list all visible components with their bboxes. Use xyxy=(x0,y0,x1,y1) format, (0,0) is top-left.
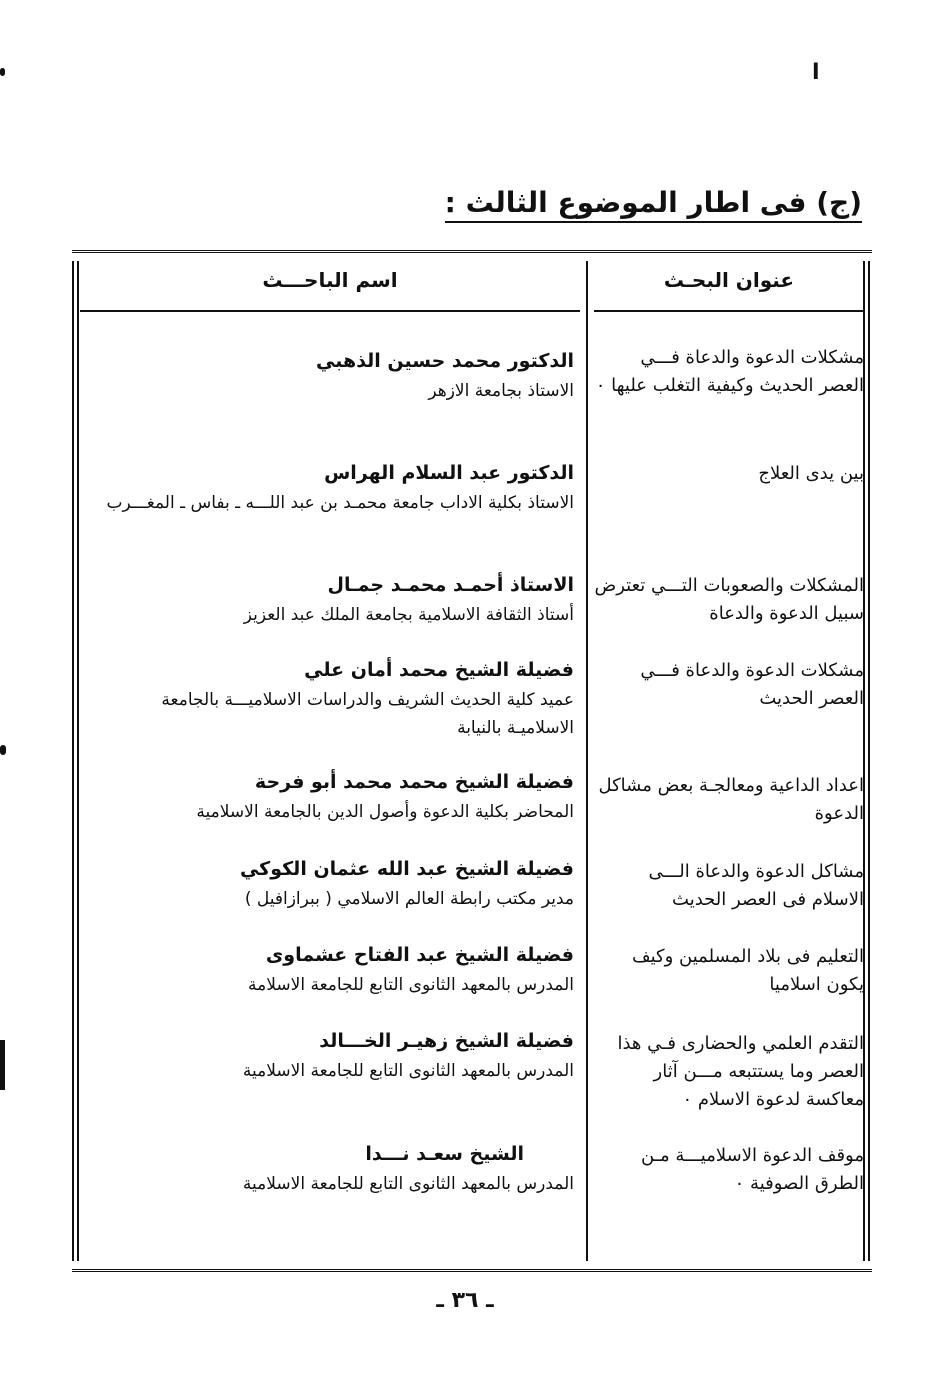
header-researcher: اسم الباحـــث xyxy=(262,268,398,292)
topic-cell: المشكلات والصعوبات التـــي تعترض سبيل الدعوة والدعاة xyxy=(594,575,864,624)
topic-cell: مشاكل الدعوة والدعاة الـــى الاسلام فى العصر الحديث xyxy=(648,861,864,910)
researcher-name: الدكتور عبد السلام الهراس xyxy=(324,462,574,484)
researcher-cell xyxy=(94,345,574,405)
researcher-position: المدرس بالمعهد الثانوى التابع للجامعة الاسلامية xyxy=(242,1174,574,1194)
corner-mark: ا xyxy=(812,60,820,85)
header-rule-researcher xyxy=(80,310,580,312)
researcher-cell xyxy=(94,939,574,999)
researcher-position: أستاذ الثقافة الاسلامية بجامعة الملك عبد العزيز xyxy=(243,605,574,625)
table-left-border xyxy=(72,261,74,1261)
researcher-cell xyxy=(94,853,574,913)
researcher-position: المحاضر بكلية الدعوة وأصول الدين بالجامعة الاسلامية xyxy=(196,802,574,822)
researcher-cell xyxy=(94,1025,574,1085)
researcher-name: الاستاذ أحمـد محمـد جمـال xyxy=(327,574,574,596)
page-number: ـ ٣٦ ـ xyxy=(436,1288,494,1313)
researcher-position: الاستاذ بجامعة الازهر xyxy=(428,381,574,401)
topic-cell: مشكلات الدعوة والدعاة فـــي العصر الحديث وكيفية التغلب عليها ٠ xyxy=(595,347,864,396)
topic-cell: بين يدى العلاج xyxy=(758,463,864,484)
header-topic: عنوان البحـث xyxy=(663,268,795,292)
researcher-cell xyxy=(94,569,574,629)
section-title: (ج) فى اطار الموضوع الثالث : xyxy=(445,186,862,223)
researcher-name: فضيلة الشيخ عبد الله عثمان الكوكي xyxy=(239,858,574,880)
scan-dot-left xyxy=(0,68,5,76)
researcher-position: المدرس بالمعهد الثانوى التابع للجامعة الاسلامة xyxy=(248,975,574,995)
researcher-cell xyxy=(94,457,574,517)
researcher-name: فضيلة الشيخ محمد أمان علي xyxy=(304,659,574,681)
researcher-name: الشيخ سعـد نـــدا xyxy=(365,1143,524,1165)
table-right-border-inner xyxy=(868,261,870,1261)
researcher-name: فضيلة الشيخ زهيـر الخـــالد xyxy=(319,1030,574,1052)
scan-edge-left xyxy=(0,1040,5,1090)
topic-cell: التعليم فى بلاد المسلمين وكيف يكون اسلاميا xyxy=(631,946,864,995)
researcher-cell xyxy=(94,766,574,826)
column-divider xyxy=(586,261,588,1261)
table-left-border-inner xyxy=(77,261,79,1261)
topic-cell: موقف الدعوة الاسلاميـــة مـن الطرق الصوفية ٠ xyxy=(641,1145,864,1194)
researcher-position: الاستاذ بكلية الاداب جامعة محمـد بن عبد اللـــه ـ بفاس ـ المغـــرب xyxy=(106,493,574,513)
scan-dot-left-2 xyxy=(0,745,6,755)
researcher-cell xyxy=(94,1138,574,1198)
researcher-name: الدكتور محمد حسين الذهبي xyxy=(316,350,574,372)
researcher-cell xyxy=(94,654,574,742)
researcher-name: فضيلة الشيخ محمد محمد أبو فرحة xyxy=(254,771,574,793)
header-rule-topic xyxy=(594,310,864,312)
topic-cell: مشكلات الدعوة والدعاة فـــي العصر الحديث xyxy=(640,660,864,709)
topic-cell: اعداد الداعية ومعالجـة بعض مشاكل الدعوة xyxy=(598,775,864,824)
researcher-position: عميد كلية الحديث الشريف والدراسات الاسلاميـــة بالجامعة الاسلاميـة بالنيابة xyxy=(161,690,574,738)
researcher-name: فضيلة الشيخ عبد الفتاح عشماوى xyxy=(265,944,574,966)
topic-cell: التقدم العلمي والحضارى فـي هذا العصر وما يستتبعه مـــن آثار معاكسة لدعوة الاسلام ٠ xyxy=(617,1033,864,1110)
researcher-position: المدرس بالمعهد الثانوى التابع للجامعة الاسلامية xyxy=(242,1061,574,1081)
researcher-position: مدير مكتب رابطة العالم الاسلامي ( ببرازافيل ) xyxy=(244,889,574,909)
